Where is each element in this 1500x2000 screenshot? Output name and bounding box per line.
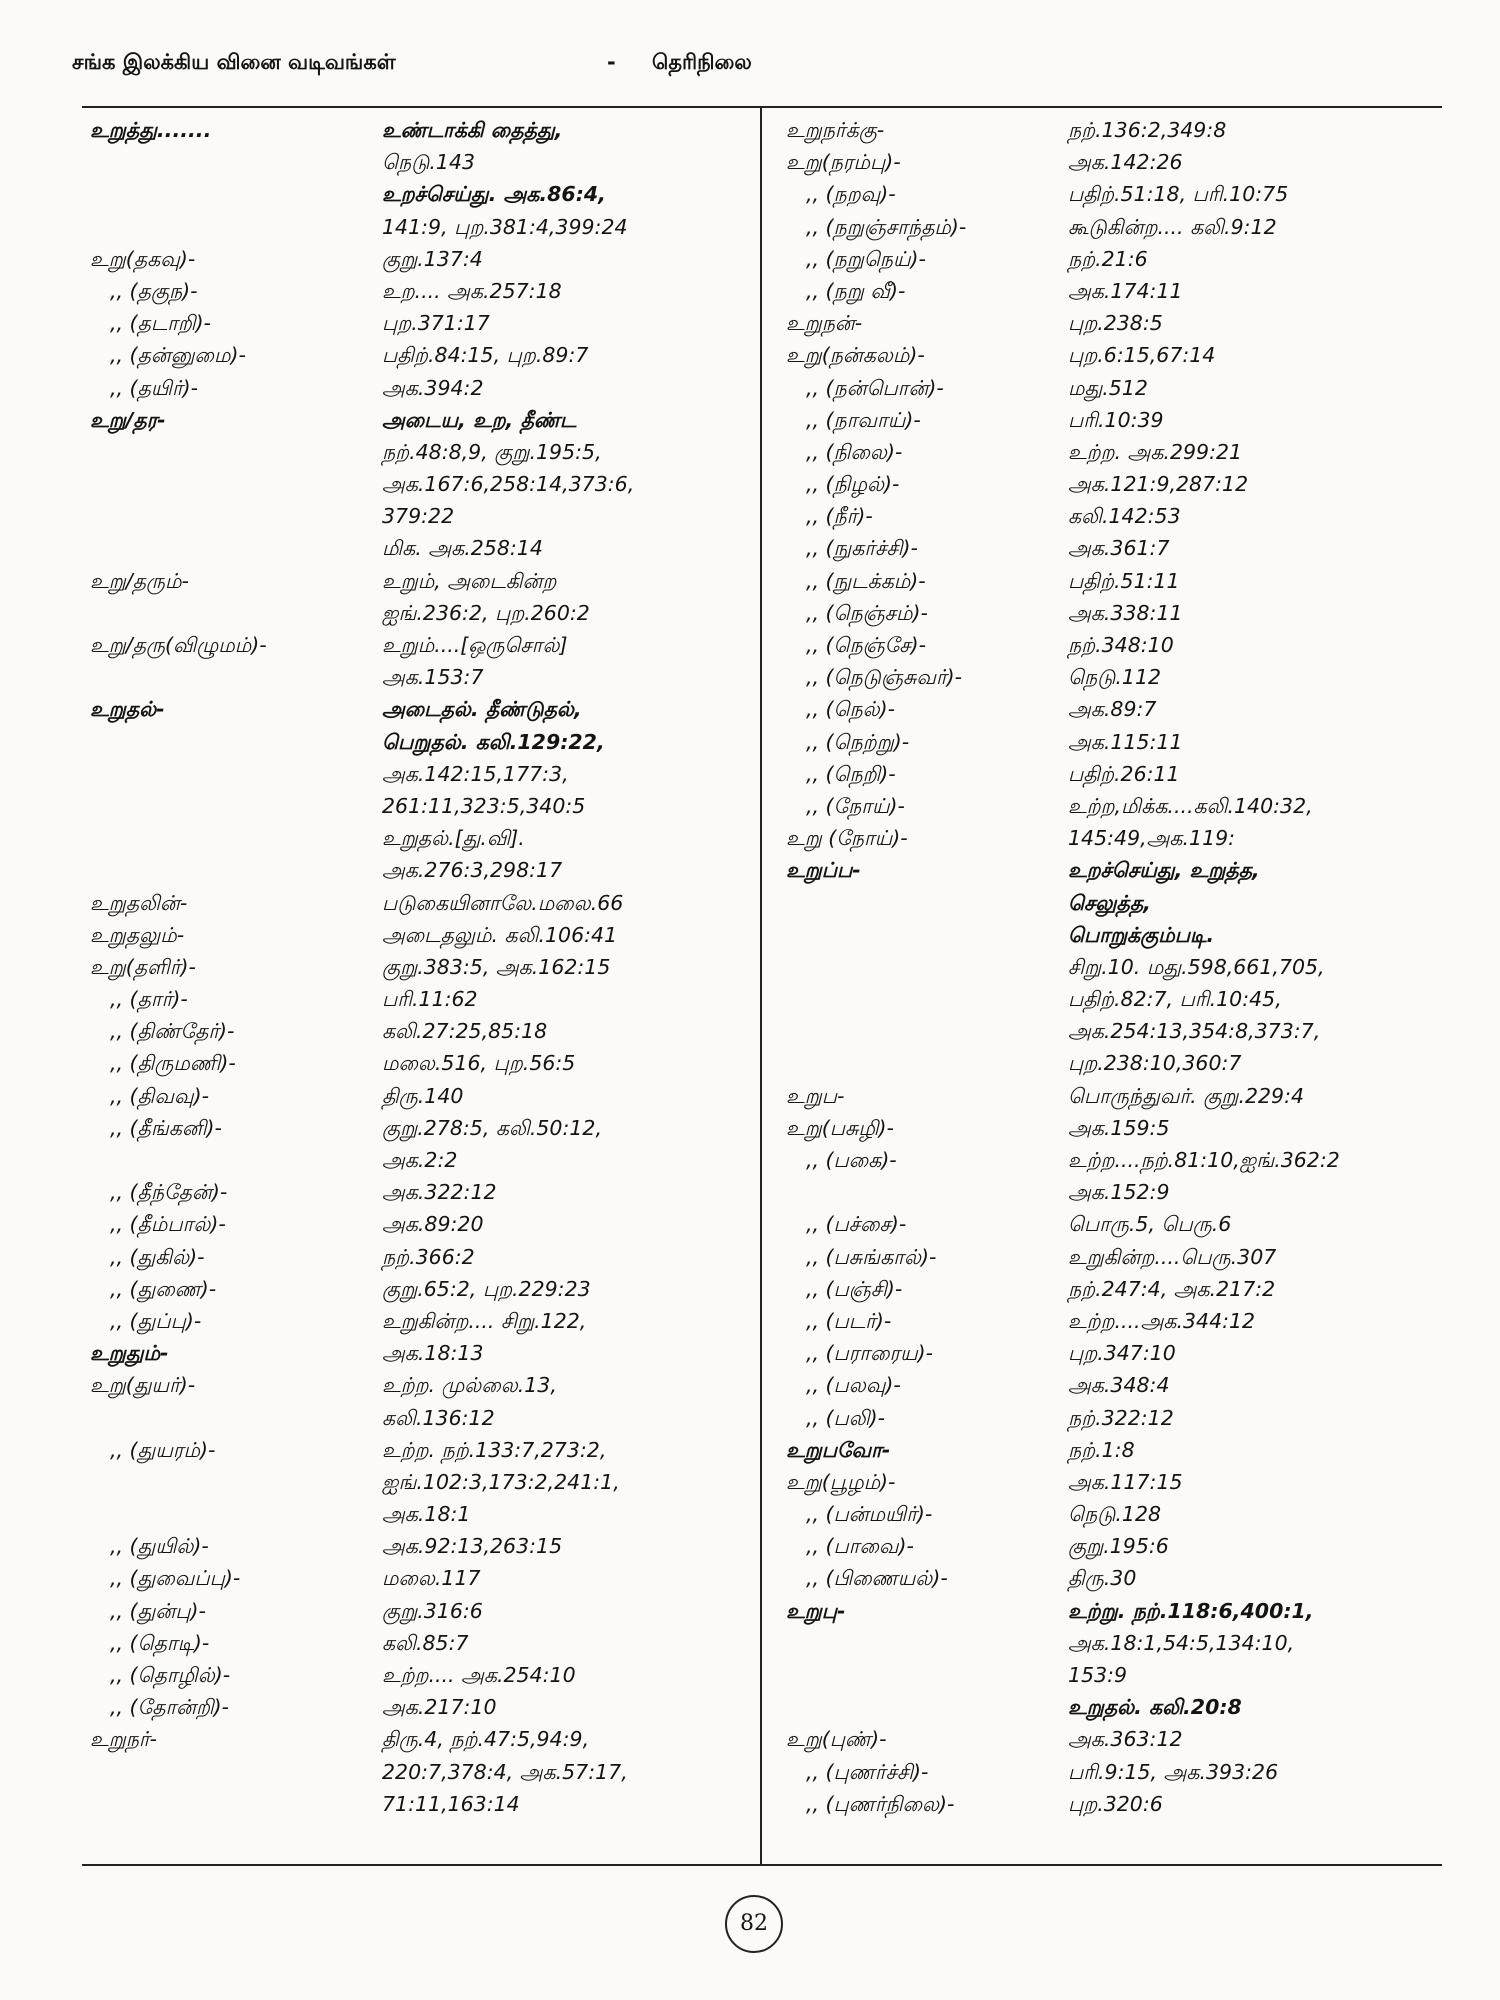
reference: குறு.383:5, அக.162:15 (382, 954, 611, 979)
reference: கலி.136:12 (382, 1405, 495, 1430)
headword: உறுப- (786, 1083, 845, 1108)
headword: ,, (தொடி)- (110, 1630, 210, 1655)
index-entry-row (82, 1337, 752, 1369)
reference: கலி.142:53 (1068, 504, 1181, 529)
headword: ,, (பலவு)- (806, 1373, 901, 1398)
headword: ,, (நறுஞ்சாந்தம்)- (806, 214, 967, 239)
headword: ,, (நீர்)- (806, 504, 873, 529)
reference: அக.18:13 (382, 1341, 484, 1366)
page-number: 82 (725, 1895, 783, 1953)
headword: உறு/தரு(விழுமம்)- (90, 633, 267, 657)
headword: ,, (பாவை)- (806, 1534, 914, 1559)
index-entry-row (82, 372, 752, 404)
index-entry-row (778, 500, 1448, 532)
index-entry-row (778, 1144, 1448, 1176)
index-entry-row (82, 1112, 752, 1144)
headword: ,, (திண்தேர்)- (110, 1019, 235, 1044)
index-entry-row (82, 339, 752, 371)
index-entry-row (82, 854, 752, 886)
reference: அக.159:5 (1068, 1115, 1170, 1140)
headword: ,, (பராரைய)- (806, 1341, 934, 1366)
reference: பெறுதல். கலி.129:22, (382, 729, 605, 754)
reference: பரி.10:39 (1068, 407, 1164, 432)
headword: ,, (நன்பொன்)- (806, 375, 944, 400)
reference: உற்ற. நற்.133:7,273:2, (382, 1437, 607, 1462)
index-entry-row (778, 1723, 1448, 1755)
index-entry-row (778, 565, 1448, 597)
reference: குறு.316:6 (382, 1598, 483, 1623)
reference: உற்று. நற்.118:6,400:1, (1068, 1598, 1314, 1623)
left-column (82, 114, 752, 1820)
index-entry-row (778, 1659, 1448, 1691)
reference: 261:11,323:5,340:5 (382, 793, 586, 818)
reference: உற்ற. அக.299:21 (1068, 439, 1243, 464)
index-entry-row (82, 983, 752, 1015)
reference: புற.347:10 (1068, 1341, 1176, 1366)
index-entry-row (778, 1466, 1448, 1498)
index-entry-row (778, 1595, 1448, 1627)
reference: உற்ற. முல்லை.13, (382, 1373, 557, 1398)
reference: 141:9, புற.381:4,399:24 (382, 214, 628, 239)
reference: மலை.117 (382, 1566, 481, 1591)
reference: உற்ற....அக.344:12 (1068, 1308, 1256, 1333)
reference: பதிற்.82:7, பரி.10:45, (1068, 987, 1282, 1012)
index-entry-row (82, 436, 752, 468)
bottom-rule (82, 1864, 1442, 1866)
index-entry-row (778, 1176, 1448, 1208)
headword: ,, (தன்னுமை)- (110, 343, 246, 368)
headword: ,, (புணர்ச்சி)- (806, 1759, 929, 1784)
reference: உற்ற.... அக.254:10 (382, 1663, 576, 1687)
index-entry-row (82, 758, 752, 790)
index-entry-row (82, 178, 752, 210)
headword: ,, (தார்)- (110, 987, 188, 1012)
reference: புற.238:10,360:7 (1068, 1051, 1242, 1076)
reference: பதிற்.51:18, பரி.10:75 (1068, 182, 1289, 207)
index-entry-row (82, 661, 752, 693)
headword: உறுதும்- (90, 1341, 169, 1366)
index-entry-row (82, 1562, 752, 1594)
index-entry-row (82, 500, 752, 532)
reference: அக.89:7 (1068, 697, 1157, 722)
headword: உறுபவோ- (786, 1437, 891, 1462)
index-entry-row (778, 1402, 1448, 1434)
reference: 145:49,அக.119: (1068, 826, 1236, 851)
reference: ஐங்.236:2, புற.260:2 (382, 600, 590, 625)
index-entry-row (778, 1273, 1448, 1305)
index-entry-row (82, 1788, 752, 1820)
headword: ,, (துப்பு)- (110, 1308, 202, 1333)
reference: மலை.516, புற.56:5 (382, 1051, 576, 1076)
index-entry-row (82, 1659, 752, 1691)
reference: அக.92:13,263:15 (382, 1534, 563, 1559)
index-entry-row (778, 1337, 1448, 1369)
reference: உறுகின்ற....பெரு.307 (1068, 1244, 1277, 1269)
reference: மிக. அக.258:14 (382, 536, 543, 561)
headword: ,, (பன்மயிர்)- (806, 1502, 933, 1527)
index-entry-row (778, 307, 1448, 339)
headword: ,, (தயிர்)- (110, 375, 199, 400)
reference: அக.363:12 (1068, 1727, 1183, 1752)
reference: அக.89:20 (382, 1212, 484, 1237)
reference: நற்.322:12 (1068, 1405, 1174, 1430)
index-entry-row (82, 1208, 752, 1240)
reference: அக.142:26 (1068, 150, 1183, 175)
index-entry-row (82, 1241, 752, 1273)
index-entry-row (82, 1369, 752, 1401)
reference: அடைய, உற, தீண்ட (382, 407, 577, 432)
reference: அக.276:3,298:17 (382, 858, 563, 883)
headword: ,, (தடாறி)- (110, 311, 211, 336)
index-entry-row (82, 1595, 752, 1627)
headword: உறுப்ப- (786, 858, 861, 883)
index-entry-row (778, 1691, 1448, 1723)
headword: ,, (பகை)- (806, 1148, 897, 1172)
headword: உறுதல்- (90, 697, 165, 722)
index-entry-row (778, 1562, 1448, 1594)
headword: உறுத்து....... (90, 118, 212, 142)
headword: ,, (நெடுஞ்சுவர்)- (806, 665, 963, 690)
index-entry-row (82, 1015, 752, 1047)
headword: ,, (தீங்கனி)- (110, 1115, 222, 1140)
index-entry-row (778, 790, 1448, 822)
reference: குறு.137:4 (382, 246, 483, 271)
index-entry-row (778, 1627, 1448, 1659)
headword: உறுபு- (786, 1598, 846, 1623)
headword: உறு(பசுழி)- (786, 1115, 894, 1140)
index-entry-row (82, 1498, 752, 1530)
headword: ,, (துன்பு)- (110, 1598, 206, 1623)
index-entry-row (82, 822, 752, 854)
index-entry-row (778, 629, 1448, 661)
reference: நற்.21:6 (1068, 246, 1148, 271)
reference: அக.254:13,354:8,373:7, (1068, 1019, 1321, 1044)
headword: ,, (நெஞ்சே)- (806, 633, 926, 657)
headword: ,, (துயரம்)- (110, 1437, 216, 1462)
index-entry-row (82, 693, 752, 725)
headword: உறு (நோய்)- (786, 826, 908, 851)
headword: ,, (பிணையல்)- (806, 1566, 948, 1591)
index-entry-row (778, 1369, 1448, 1401)
reference: நற்.366:2 (382, 1244, 475, 1269)
index-entry-row (82, 1273, 752, 1305)
index-entry-row (778, 887, 1448, 919)
headword: ,, (துகில்)- (110, 1244, 205, 1269)
reference: உறச்செய்து. அக.86:4, (382, 182, 606, 207)
headword: ,, (திவவு)- (110, 1083, 209, 1108)
headword: ,, (நறவு)- (806, 182, 896, 207)
index-entry-row (778, 1112, 1448, 1144)
index-entry-row (778, 339, 1448, 371)
reference: புற.371:17 (382, 311, 490, 336)
index-entry-row (778, 1080, 1448, 1112)
reference: குறு.195:6 (1068, 1534, 1169, 1559)
reference: அக.217:10 (382, 1695, 497, 1720)
reference: அக.348:4 (1068, 1373, 1170, 1398)
index-entry-row (778, 919, 1448, 951)
reference: திரு.140 (382, 1083, 464, 1108)
headword: உறுநன்- (786, 311, 863, 336)
reference: அக.18:1 (382, 1502, 471, 1527)
reference: நற்.247:4, அக.217:2 (1068, 1276, 1276, 1301)
reference: உறுகின்ற.... சிறு.122, (382, 1308, 587, 1333)
index-entry-row (82, 919, 752, 951)
headword: ,, (நறுநெய்)- (806, 246, 926, 271)
reference: கூடுகின்ற.... கலி.9:12 (1068, 214, 1277, 239)
reference: திரு.4, நற்.47:5,94:9, (382, 1727, 590, 1752)
index-entry-row (778, 726, 1448, 758)
index-entry-row (778, 211, 1448, 243)
index-entry-row (82, 307, 752, 339)
headword: ,, (பலி)- (806, 1405, 886, 1430)
reference: நற்.348:10 (1068, 633, 1174, 657)
reference: அக.152:9 (1068, 1180, 1170, 1205)
reference: உற.... அக.257:18 (382, 278, 562, 303)
reference: 220:7,378:4, அக.57:17, (382, 1759, 628, 1784)
reference: குறு.278:5, கலி.50:12, (382, 1115, 602, 1140)
headword: ,, (தீந்தேன்)- (110, 1180, 228, 1205)
headword: ,, (நெறி)- (806, 761, 896, 786)
reference: அக.322:12 (382, 1180, 497, 1205)
index-entry-row (82, 597, 752, 629)
index-entry-row (82, 1434, 752, 1466)
index-entry-row (778, 951, 1448, 983)
headword: உறுதலின்- (90, 890, 188, 915)
index-entry-row (82, 146, 752, 178)
headword: ,, (நெஞ்சம்)- (806, 600, 928, 625)
headword: உறு(தளிர்)- (90, 954, 196, 979)
reference: புற.238:5 (1068, 311, 1163, 336)
headword: ,, (நிலை)- (806, 439, 903, 464)
headword: உறு(தகவு)- (90, 246, 196, 271)
index-entry-row (778, 1305, 1448, 1337)
index-entry-row (82, 1080, 752, 1112)
index-entry-row (82, 275, 752, 307)
headword: ,, (புணர்நிலை)- (806, 1791, 955, 1816)
reference: அக.2:2 (382, 1148, 458, 1172)
reference: ஐங்.102:3,173:2,241:1, (382, 1469, 620, 1494)
reference: கலி.85:7 (382, 1630, 469, 1655)
index-entry-row (778, 404, 1448, 436)
reference: உற்ற,மிக்க....கலி.140:32, (1068, 793, 1313, 818)
index-entry-row (778, 243, 1448, 275)
reference: பதிற்.51:11 (1068, 568, 1180, 593)
reference: குறு.65:2, புற.229:23 (382, 1276, 591, 1301)
reference: அக.361:7 (1068, 536, 1170, 561)
reference: அக.174:11 (1068, 278, 1183, 303)
reference: உறுதல். கலி.20:8 (1068, 1695, 1242, 1720)
index-entry-row (82, 1691, 752, 1723)
reference: பொரு.5, பெரு.6 (1068, 1212, 1232, 1237)
index-entry-row (82, 1530, 752, 1562)
reference: அக.394:2 (382, 375, 484, 400)
reference: அடைதல். தீண்டுதல், (382, 697, 582, 722)
headword: ,, (நுடக்கம்)- (806, 568, 926, 593)
right-column (778, 114, 1448, 1820)
index-entry-row (82, 211, 752, 243)
headword: ,, (துவைப்பு)- (110, 1566, 241, 1591)
reference: உறும்....[ஒருசொல்] (382, 633, 568, 657)
index-entry-row (778, 1047, 1448, 1079)
reference: உறச்செய்து, உறுத்த, (1068, 858, 1260, 883)
reference: பொருந்துவர். குறு.229:4 (1068, 1083, 1305, 1108)
index-entry-row (82, 887, 752, 919)
book-title: சங்க இலக்கிய வினை வடிவங்கள் (72, 50, 396, 74)
reference: சிறு.10. மது.598,661,705, (1068, 954, 1325, 979)
reference: அக.121:9,287:12 (1068, 472, 1249, 497)
index-entry-row (778, 1241, 1448, 1273)
reference: 71:11,163:14 (382, 1791, 520, 1816)
headword: ,, (தீம்பால்)- (110, 1212, 226, 1237)
headword: ,, (பசுங்கால்)- (806, 1244, 937, 1269)
index-entry-row (82, 726, 752, 758)
index-entry-row (82, 1402, 752, 1434)
reference: பரி.11:62 (382, 987, 478, 1012)
headword: ,, (திருமணி)- (110, 1051, 236, 1076)
top-rule (82, 106, 1442, 108)
index-entry-row (778, 178, 1448, 210)
index-entry-row (82, 790, 752, 822)
reference: புற.6:15,67:14 (1068, 343, 1216, 368)
index-entry-row (778, 854, 1448, 886)
reference: உறும், அடைகின்ற (382, 568, 557, 593)
page-header (62, 42, 1442, 82)
index-entry-row (778, 1530, 1448, 1562)
reference: நெடு.112 (1068, 665, 1162, 690)
column-divider (760, 106, 762, 1866)
headword: உறுதலும்- (90, 922, 185, 947)
index-entry-row (82, 565, 752, 597)
index-entry-row (778, 1756, 1448, 1788)
index-entry-row (778, 983, 1448, 1015)
reference: நெடு.143 (382, 150, 476, 175)
index-entry-row (778, 1434, 1448, 1466)
headword: உறு(துயர்)- (90, 1373, 196, 1398)
index-entry-row (778, 275, 1448, 307)
headword: ,, (நுகர்ச்சி)- (806, 536, 918, 561)
index-entry-row (82, 629, 752, 661)
index-entry-row (778, 1498, 1448, 1530)
index-entry-row (778, 114, 1448, 146)
index-entry-row (82, 468, 752, 500)
headword: உறு(நன்கலம்)- (786, 343, 925, 368)
headword: ,, (நெற்று)- (806, 729, 910, 754)
headword: ,, (நோய்)- (806, 793, 905, 818)
reference: பரி.9:15, அக.393:26 (1068, 1759, 1279, 1784)
headword: உறுநர்க்கு- (786, 118, 885, 142)
reference: நற்.48:8,9, குறு.195:5, (382, 439, 602, 464)
headword: உறு/தர- (90, 407, 166, 432)
reference: அக.117:15 (1068, 1469, 1183, 1494)
headword: ,, (நறு வீ)- (806, 278, 906, 303)
reference: நெடு.128 (1068, 1502, 1162, 1527)
reference: நற்.1:8 (1068, 1437, 1135, 1462)
reference: 379:22 (382, 504, 455, 529)
index-entry-row (82, 243, 752, 275)
headword: உறு(புண்)- (786, 1727, 887, 1752)
headword: ,, (படர்)- (806, 1308, 892, 1333)
index-entry-row (778, 661, 1448, 693)
reference: அக.142:15,177:3, (382, 761, 569, 786)
reference: மது.512 (1068, 375, 1148, 400)
reference: நற்.136:2,349:8 (1068, 118, 1227, 142)
headword: ,, (துணை)- (110, 1276, 217, 1301)
index-entry-row (82, 1047, 752, 1079)
reference: உண்டாக்கி தைத்து, (382, 118, 563, 142)
headword: ,, (தொழில்)- (110, 1663, 231, 1687)
index-entry-row (778, 436, 1448, 468)
headword: உறுநர்- (90, 1727, 157, 1752)
reference: அக.338:11 (1068, 600, 1183, 625)
reference: அக.153:7 (382, 665, 484, 690)
headword: ,, (பச்சை)- (806, 1212, 907, 1237)
index-entry-row (778, 532, 1448, 564)
headword: ,, (தோன்றி)- (110, 1695, 230, 1720)
reference: செலுத்த, (1068, 890, 1151, 915)
reference: அக.18:1,54:5,134:10, (1068, 1630, 1295, 1655)
headword: உறு/தரும்- (90, 568, 189, 593)
index-entry-row (82, 1305, 752, 1337)
headword: ,, (தகுந)- (110, 278, 198, 303)
reference: அக.167:6,258:14,373:6, (382, 472, 635, 497)
index-entry-row (778, 468, 1448, 500)
headword: ,, (பஞ்சி)- (806, 1276, 903, 1301)
reference: அடைதலும். கலி.106:41 (382, 922, 618, 947)
headword: ,, (நிழல்)- (806, 472, 900, 497)
reference: கலி.27:25,85:18 (382, 1019, 548, 1044)
index-entry-row (82, 1723, 752, 1755)
section-title: தெரிநிலை (652, 50, 752, 74)
reference: படுகையினாலே.மலை.66 (382, 890, 624, 915)
index-entry-row (82, 1176, 752, 1208)
index-entry-row (82, 951, 752, 983)
headword: ,, (நெல்)- (806, 697, 896, 722)
index-entry-row (82, 532, 752, 564)
reference: திரு.30 (1068, 1566, 1137, 1591)
headword: ,, (நாவாய்)- (806, 407, 921, 432)
index-entry-row (778, 1788, 1448, 1820)
reference: அக.115:11 (1068, 729, 1183, 754)
reference: புற.320:6 (1068, 1791, 1163, 1816)
headword: உறு(நரம்பு)- (786, 150, 901, 175)
reference: பதிற்.26:11 (1068, 761, 1180, 786)
index-entry-row (82, 1627, 752, 1659)
index-entry-row (778, 597, 1448, 629)
index-entry-row (778, 1208, 1448, 1240)
index-entry-row (82, 114, 752, 146)
index-entry-row (778, 146, 1448, 178)
reference: பதிற்.84:15, புற.89:7 (382, 343, 589, 368)
index-entry-row (778, 822, 1448, 854)
index-entry-row (778, 372, 1448, 404)
index-entry-row (778, 758, 1448, 790)
index-entry-row (82, 1144, 752, 1176)
header-separator: - (607, 50, 616, 74)
reference: உற்ற....நற்.81:10,ஐங்.362:2 (1068, 1148, 1340, 1172)
index-entry-row (778, 1015, 1448, 1047)
reference: பொறுக்கும்படி. (1068, 922, 1215, 947)
index-entry-row (778, 693, 1448, 725)
index-entry-row (82, 1756, 752, 1788)
headword: உறு(பூழம்)- (786, 1469, 896, 1494)
index-entry-row (82, 404, 752, 436)
index-entry-row (82, 1466, 752, 1498)
reference: 153:9 (1068, 1663, 1128, 1687)
headword: ,, (துயில்)- (110, 1534, 209, 1559)
reference: உறுதல்.[து.வி]. (382, 826, 525, 851)
